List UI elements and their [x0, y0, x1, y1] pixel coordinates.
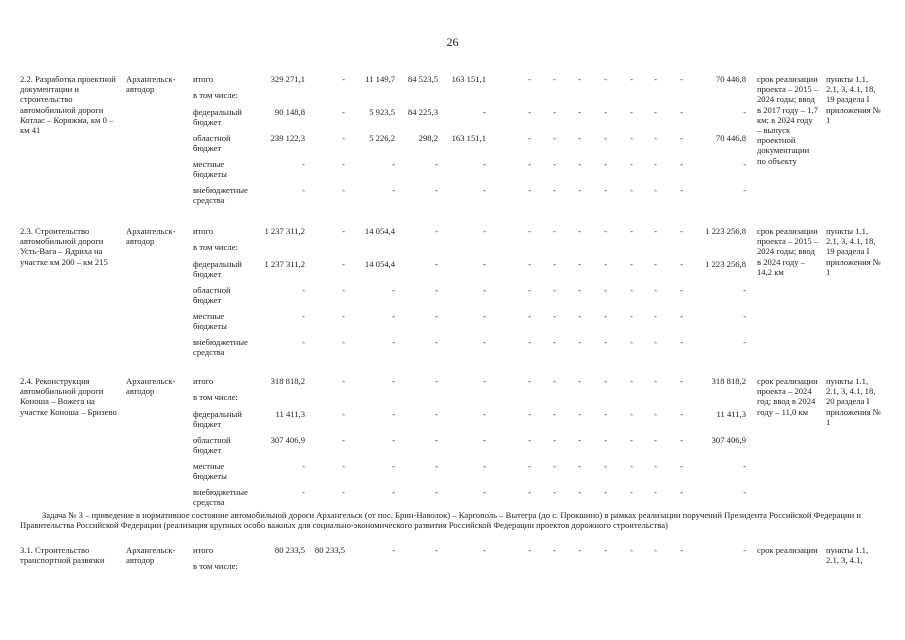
amount-cell: - — [604, 409, 607, 419]
amount-cell: - — [342, 159, 345, 169]
amount-cell: 1 223 256,8 — [705, 259, 746, 269]
amount-cell: - — [483, 461, 486, 471]
amount-cell: - — [483, 159, 486, 169]
amount-cell: 11 411,3 — [716, 409, 746, 419]
amount-cell: - — [578, 461, 581, 471]
amount-cell: - — [680, 185, 683, 195]
amount-cell: - — [680, 107, 683, 117]
amount-cell: - — [743, 185, 746, 195]
amount-cell: - — [578, 133, 581, 143]
amount-cell: - — [680, 545, 683, 555]
amount-cell: - — [578, 337, 581, 347]
funding-source-label: итого — [193, 376, 214, 386]
amount-cell: - — [680, 376, 683, 386]
executor: Архангельск-автодор — [126, 226, 176, 247]
expected-result: срок реализации проекта – 2015 – 2024 годы; ввод в 2024 году – 14,2 км — [757, 226, 819, 277]
amount-cell: 70 446,8 — [715, 74, 746, 84]
amount-cell: - — [553, 133, 556, 143]
amount-cell: 5 923,5 — [369, 107, 395, 117]
amount-cell: - — [630, 376, 633, 386]
amount-cell: - — [392, 285, 395, 295]
amount-cell: - — [342, 259, 345, 269]
amount-cell: - — [483, 285, 486, 295]
amount-cell: - — [528, 259, 531, 269]
amount-cell: - — [743, 487, 746, 497]
amount-cell: - — [435, 409, 438, 419]
funding-source-label: федеральный бюджет — [193, 107, 242, 128]
amount-cell: - — [680, 337, 683, 347]
amount-cell: - — [392, 337, 395, 347]
funding-source-label: итого — [193, 545, 214, 555]
amount-cell: 14 054,4 — [364, 259, 395, 269]
amount-cell: - — [578, 226, 581, 236]
amount-cell: - — [528, 545, 531, 555]
amount-cell: - — [392, 311, 395, 321]
amount-cell: - — [630, 74, 633, 84]
amount-cell: - — [483, 435, 486, 445]
funding-source-label: областной бюджет — [193, 133, 231, 154]
amount-cell: 80 233,5 — [314, 545, 345, 555]
amount-cell: - — [483, 487, 486, 497]
funding-source-label: итого — [193, 226, 214, 236]
amount-cell: - — [630, 185, 633, 195]
amount-cell: - — [553, 226, 556, 236]
amount-cell: - — [680, 285, 683, 295]
amount-cell: - — [392, 185, 395, 195]
amount-cell: - — [435, 461, 438, 471]
amount-cell: - — [392, 376, 395, 386]
amount-cell: - — [483, 376, 486, 386]
funding-source-label: внебюджетные средства — [193, 337, 248, 358]
amount-cell: - — [578, 435, 581, 445]
task-3-heading: Задача № 3 – приведение в нормативное состояние автомобильной дороги Архангельск (от пос. Брин-Наволок) – Каргополь – Вытегра (до с. Прокшино) в рамках реализации поручений Президента Российской Федерации и Правительства Российской Федерации (реализация крупных особо важных для социально-экономического развития Российской Федерации проектов дорожного строительства) — [20, 510, 861, 531]
amount-cell: 1 237 311,2 — [264, 259, 305, 269]
amount-cell: - — [435, 311, 438, 321]
amount-cell: - — [578, 285, 581, 295]
amount-cell: - — [553, 461, 556, 471]
amount-cell: - — [604, 337, 607, 347]
amount-cell: - — [342, 74, 345, 84]
amount-cell: - — [654, 545, 657, 555]
amount-cell: - — [392, 159, 395, 169]
amount-cell: 70 446,8 — [715, 133, 746, 143]
amount-cell: - — [604, 259, 607, 269]
amount-cell: - — [528, 435, 531, 445]
amount-cell: - — [342, 285, 345, 295]
funding-source-label: в том числе: — [193, 561, 238, 571]
amount-cell: - — [604, 226, 607, 236]
amount-cell: - — [743, 311, 746, 321]
funding-source-label: внебюджетные средства — [193, 487, 248, 508]
amount-cell: - — [630, 285, 633, 295]
amount-cell: - — [302, 285, 305, 295]
amount-cell: 239 122,3 — [270, 133, 305, 143]
amount-cell: - — [392, 487, 395, 497]
amount-cell: - — [654, 226, 657, 236]
amount-cell: - — [743, 107, 746, 117]
amount-cell: - — [630, 461, 633, 471]
amount-cell: - — [342, 435, 345, 445]
amount-cell: - — [604, 185, 607, 195]
amount-cell: - — [483, 545, 486, 555]
funding-source-label: местные бюджеты — [193, 159, 227, 180]
amount-cell: - — [342, 133, 345, 143]
amount-cell: - — [553, 409, 556, 419]
amount-cell: - — [604, 435, 607, 445]
amount-cell: - — [680, 226, 683, 236]
amount-cell: - — [680, 409, 683, 419]
amount-cell: - — [654, 74, 657, 84]
amount-cell: - — [743, 545, 746, 555]
amount-cell: - — [578, 159, 581, 169]
amount-cell: 11 149,7 — [365, 74, 395, 84]
amount-cell: - — [604, 285, 607, 295]
amount-cell: - — [483, 226, 486, 236]
amount-cell: - — [528, 376, 531, 386]
amount-cell: - — [630, 435, 633, 445]
amount-cell: - — [342, 185, 345, 195]
amount-cell: - — [604, 74, 607, 84]
amount-cell: - — [528, 107, 531, 117]
amount-cell: - — [743, 461, 746, 471]
amount-cell: 1 237 311,2 — [264, 226, 305, 236]
amount-cell: - — [630, 159, 633, 169]
amount-cell: - — [630, 487, 633, 497]
amount-cell: - — [654, 435, 657, 445]
amount-cell: - — [302, 311, 305, 321]
amount-cell: - — [604, 159, 607, 169]
amount-cell: - — [604, 311, 607, 321]
amount-cell: - — [435, 376, 438, 386]
amount-cell: - — [680, 487, 683, 497]
amount-cell: - — [604, 545, 607, 555]
amount-cell: - — [680, 74, 683, 84]
amount-cell: - — [578, 259, 581, 269]
amount-cell: - — [654, 461, 657, 471]
amount-cell: - — [604, 133, 607, 143]
amount-cell: - — [630, 409, 633, 419]
amount-cell: - — [435, 337, 438, 347]
activity-name: 2.4. Реконструкция автомобильной дороги Коноша – Вожега на участке Коноша – Бризево — [20, 376, 117, 417]
amount-cell: - — [553, 435, 556, 445]
amount-cell: - — [654, 376, 657, 386]
amount-cell: - — [435, 487, 438, 497]
amount-cell: - — [630, 311, 633, 321]
amount-cell: - — [553, 74, 556, 84]
amount-cell: - — [654, 107, 657, 117]
amount-cell: - — [654, 487, 657, 497]
expected-result: срок реализации проекта – 2015 – 2024 годы; ввод в 2017 году – 1,7 км; в 2024 году – выпуск проектной документации по объекту — [757, 74, 819, 166]
amount-cell: - — [654, 311, 657, 321]
amount-cell: - — [604, 487, 607, 497]
amount-cell: - — [528, 409, 531, 419]
amount-cell: - — [604, 107, 607, 117]
expected-result: срок реализации — [757, 545, 818, 555]
amount-cell: - — [528, 133, 531, 143]
amount-cell: - — [553, 487, 556, 497]
amount-cell: - — [342, 107, 345, 117]
amount-cell: 80 233,5 — [274, 545, 305, 555]
amount-cell: - — [483, 311, 486, 321]
amount-cell: - — [578, 311, 581, 321]
amount-cell: - — [578, 185, 581, 195]
funding-source-label: в том числе: — [193, 392, 238, 402]
amount-cell: - — [483, 259, 486, 269]
amount-cell: - — [654, 159, 657, 169]
amount-cell: - — [680, 461, 683, 471]
amount-cell: 329 271,1 — [270, 74, 305, 84]
funding-source-label: итого — [193, 74, 214, 84]
amount-cell: 163 151,1 — [451, 74, 486, 84]
amount-cell: - — [392, 545, 395, 555]
amount-cell: - — [392, 435, 395, 445]
amount-cell: - — [342, 487, 345, 497]
activity-name: 2.2. Разработка проектной документации и строительство автомобильной дороги Котлас – Коряжма, км 0 – км 41 — [20, 74, 116, 136]
amount-cell: - — [435, 226, 438, 236]
amount-cell: - — [528, 337, 531, 347]
indicator-items: пункты 1.1, 2.1, 3, 4.1, 18, 20 раздела I приложения № 1 — [826, 376, 882, 427]
amount-cell: - — [680, 311, 683, 321]
amount-cell: - — [680, 133, 683, 143]
amount-cell: - — [302, 185, 305, 195]
amount-cell: - — [302, 159, 305, 169]
funding-source-label: федеральный бюджет — [193, 259, 242, 280]
amount-cell: - — [578, 487, 581, 497]
indicator-items: пункты 1.1, 2.1, 3, 4.1, 18, 19 раздела I приложения № 1 — [826, 226, 882, 277]
amount-cell: 14 054,4 — [364, 226, 395, 236]
amount-cell: - — [435, 285, 438, 295]
amount-cell: - — [553, 311, 556, 321]
executor: Архангельск-автодор — [126, 74, 176, 95]
amount-cell: - — [553, 545, 556, 555]
amount-cell: - — [483, 185, 486, 195]
amount-cell: - — [342, 311, 345, 321]
amount-cell: - — [680, 159, 683, 169]
amount-cell: - — [654, 185, 657, 195]
amount-cell: - — [654, 133, 657, 143]
amount-cell: - — [680, 259, 683, 269]
amount-cell: - — [578, 376, 581, 386]
amount-cell: 307 406,9 — [270, 435, 305, 445]
amount-cell: - — [342, 376, 345, 386]
amount-cell: 90 148,8 — [274, 107, 305, 117]
amount-cell: - — [528, 461, 531, 471]
amount-cell: - — [342, 461, 345, 471]
amount-cell: - — [604, 376, 607, 386]
amount-cell: - — [553, 285, 556, 295]
amount-cell: - — [392, 409, 395, 419]
amount-cell: - — [528, 226, 531, 236]
amount-cell: - — [528, 285, 531, 295]
amount-cell: - — [630, 133, 633, 143]
amount-cell: - — [654, 409, 657, 419]
amount-cell: - — [553, 107, 556, 117]
amount-cell: 163 151,1 — [451, 133, 486, 143]
funding-source-label: областной бюджет — [193, 435, 231, 456]
indicator-items: пункты 1.1, 2.1, 3, 4.1, — [826, 545, 869, 566]
amount-cell: - — [578, 409, 581, 419]
amount-cell: - — [630, 226, 633, 236]
amount-cell: - — [342, 337, 345, 347]
indicator-items: пункты 1.1, 2.1, 3, 4.1, 18, 19 раздела I приложения № 1 — [826, 74, 882, 125]
amount-cell: - — [435, 185, 438, 195]
amount-cell: - — [578, 74, 581, 84]
amount-cell: - — [680, 435, 683, 445]
amount-cell: - — [630, 107, 633, 117]
executor: Архангельск-автодор — [126, 545, 176, 566]
amount-cell: - — [743, 285, 746, 295]
amount-cell: - — [435, 435, 438, 445]
amount-cell: - — [302, 337, 305, 347]
funding-source-label: внебюджетные средства — [193, 185, 248, 206]
funding-source-label: местные бюджеты — [193, 461, 227, 482]
amount-cell: 5 226,2 — [369, 133, 395, 143]
funding-source-label: местные бюджеты — [193, 311, 227, 332]
amount-cell: - — [435, 159, 438, 169]
amount-cell: - — [630, 259, 633, 269]
executor: Архангельск-автодор — [126, 376, 176, 397]
amount-cell: - — [528, 74, 531, 84]
amount-cell: - — [483, 107, 486, 117]
expected-result: срок реализации проекта – 2024 год; ввод в 2024 году – 11,0 км — [757, 376, 818, 417]
amount-cell: - — [342, 226, 345, 236]
amount-cell: - — [483, 337, 486, 347]
amount-cell: 11 411,3 — [275, 409, 305, 419]
amount-cell: 298,2 — [418, 133, 438, 143]
amount-cell: - — [743, 337, 746, 347]
activity-name: 2.3. Строительство автомобильной дороги Усть-Вага – Ядриха на участке км 200 – км 215 — [20, 226, 108, 267]
amount-cell: - — [553, 159, 556, 169]
amount-cell: - — [553, 337, 556, 347]
funding-source-label: федеральный бюджет — [193, 409, 242, 430]
amount-cell: 318 818,2 — [270, 376, 305, 386]
amount-cell: 1 223 256,8 — [705, 226, 746, 236]
amount-cell: - — [528, 487, 531, 497]
amount-cell: - — [302, 461, 305, 471]
amount-cell: - — [743, 159, 746, 169]
amount-cell: - — [654, 337, 657, 347]
amount-cell: - — [553, 376, 556, 386]
amount-cell: - — [553, 185, 556, 195]
funding-source-label: областной бюджет — [193, 285, 231, 306]
amount-cell: - — [435, 259, 438, 269]
amount-cell: - — [342, 409, 345, 419]
amount-cell: - — [528, 311, 531, 321]
amount-cell: - — [654, 285, 657, 295]
amount-cell: - — [578, 107, 581, 117]
amount-cell: - — [392, 461, 395, 471]
amount-cell: 84 523,5 — [407, 74, 438, 84]
amount-cell: 84 225,3 — [407, 107, 438, 117]
amount-cell: - — [630, 545, 633, 555]
amount-cell: - — [630, 337, 633, 347]
amount-cell: - — [528, 185, 531, 195]
amount-cell: - — [604, 461, 607, 471]
amount-cell: - — [435, 545, 438, 555]
page-number: 26 — [446, 35, 459, 49]
amount-cell: - — [654, 259, 657, 269]
amount-cell: - — [302, 487, 305, 497]
activity-name: 3.1. Строительство транспортной развязки — [20, 545, 105, 566]
funding-source-label: в том числе: — [193, 242, 238, 252]
amount-cell: 307 406,9 — [711, 435, 746, 445]
amount-cell: - — [553, 259, 556, 269]
amount-cell: - — [578, 545, 581, 555]
funding-source-label: в том числе: — [193, 90, 238, 100]
amount-cell: - — [483, 409, 486, 419]
amount-cell: - — [528, 159, 531, 169]
amount-cell: 318 818,2 — [711, 376, 746, 386]
